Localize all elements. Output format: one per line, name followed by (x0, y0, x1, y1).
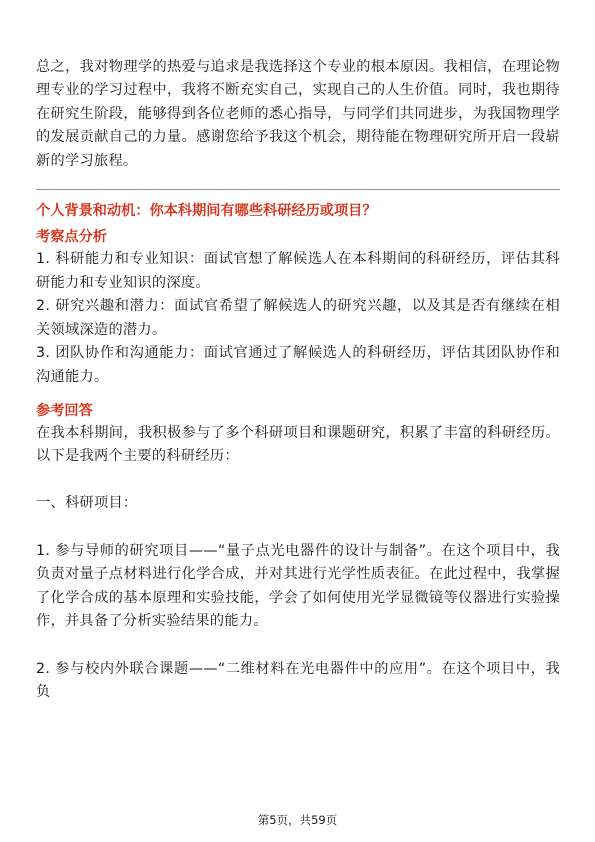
analysis-item: 1. 科研能力和专业知识：面试官想了解候选人在本科期间的科研经历，评估其科研能力和专业知识的深度。 (36, 251, 560, 291)
analysis-list (36, 248, 560, 390)
answer-opening: 在我本科期间，我积极参与了多个科研项目和课题研究，积累了丰富的科研经历。以下是我两个主要的科研经历： (36, 424, 560, 465)
blank-line (36, 634, 560, 658)
analysis-item: 3. 团队协作和沟通能力：面试官通过了解候选人的科研经历，评估其团队协作和沟通能力。 (36, 345, 560, 385)
page-footer: 第5页，共59页 (257, 813, 338, 827)
answer-project-1: 1. 参与导师的研究项目——“量子点光电器件的设计与制备”。在这个项目中，我负责对量子点材料进行化学合成，并对其进行光学性质表征。在此过程中，我掌握了化学合成的基本原理和实验技能，学会了如何使用光学显微镜等仪器进行实验操作，并具备了分析实验结果的能力。 (36, 542, 560, 630)
blank-line (36, 516, 560, 540)
blank-line (36, 469, 560, 493)
analysis-heading: 考察点分析 (36, 229, 107, 246)
intro-paragraph: 总之，我对物理学的热爱与追求是我选择这个专业的根本原因。我相信，在理论物理专业的学习过程中，我将不断充实自己，实现自己的人生价值。同时，我也期待在研究生阶段，能够得到各位老师的悉心指导，与同学们共同进步，为我国物理学的发展贡献自己的力量。感谢您给予我这个机会，期待能在物理研究所开启一段崭新的学习旅程。 (36, 59, 560, 169)
answer-project-2: 2. 参与校内外联合课题——“二维材料在光电器件中的应用”。在这个项目中，我负 (36, 660, 560, 701)
question-title: 个人背景和动机：你本科期间有哪些科研经历或项目？ (36, 203, 377, 220)
answer-heading: 参考回答 (36, 402, 93, 419)
document-page (36, 56, 560, 705)
analysis-item: 2. 研究兴趣和潜力：面试官希望了解候选人的研究兴趣，以及其是否有继续在相关领域深造的潜力。 (36, 298, 560, 338)
answer-section-title: 一、科研项目： (36, 495, 138, 512)
section-divider (36, 189, 560, 190)
intro-section (36, 56, 560, 173)
